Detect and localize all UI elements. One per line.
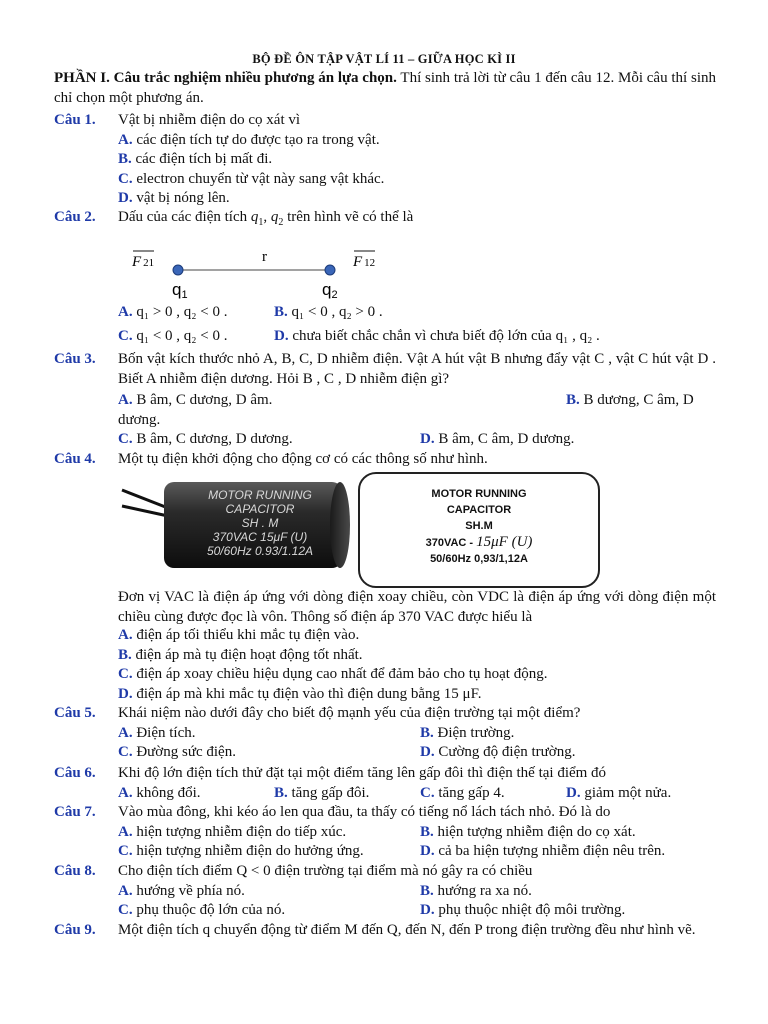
option-a[interactable]: A. Điện tích. [118, 724, 196, 741]
option-b[interactable]: B. q₁ < 0 , q₂ > 0 . [274, 304, 383, 320]
option-a[interactable]: A. điện áp tối thiểu khi mắc tụ điện vào. [118, 627, 360, 643]
option-b[interactable] [118, 150, 272, 170]
question-text: Một tụ điện khởi động cho động cơ có các thông số như hình. [118, 451, 488, 467]
part-heading: PHẦN I. Câu trắc nghiệm nhiều phương án lựa chọn. [54, 70, 397, 86]
question-number: Câu 6. [54, 765, 96, 781]
option-b[interactable]: B. hướng ra xa nó. [420, 882, 532, 899]
option-a[interactable]: A. q₁ > 0 , q₂ < 0 . [118, 304, 228, 320]
option-b[interactable]: B. điện áp mà tụ điện hoạt động tốt nhất. [118, 646, 363, 663]
force-f21-label: F 21 [132, 254, 155, 270]
question-text: Vào mùa đông, khi kéo áo len qua đầu, ta thấy có tiếng nổ lách tách nhỏ. Đó là do [118, 804, 611, 820]
option-c[interactable]: C. tăng gấp 4. [420, 784, 505, 801]
question-text: Cho điện tích điểm Q < 0 điện trường tại điểm mà nó gây ra có chiều [118, 863, 533, 879]
option-text: vật bị nóng lên. [132, 190, 230, 207]
question-number: Câu 9. [54, 922, 96, 938]
question-number: Câu 3. [54, 351, 96, 367]
charge-q2-dot [325, 265, 335, 275]
question-paragraph: Đơn vị VAC là điện áp ứng với dòng điện xoay chiều, còn VDC là điện áp ứng với dòng điện một chiều cùng được đọc là vôn. Thông số điện áp 370 VAC được hiểu là [118, 589, 716, 625]
question-number: Câu 8. [54, 863, 96, 879]
option-text: electron chuyển từ vật này sang vật khác. [132, 170, 385, 187]
option-a[interactable]: A. hướng về phía nó. [118, 882, 245, 899]
question-text: Bốn vật kích thước nhỏ A, B, C, D nhiễm điện. Vật A hút vật B nhưng đẩy vật C , vật C hút vật D . Biết A nhiễm điện dương. Hỏi B , C , D nhiễm điện gì? [118, 351, 716, 387]
question-number: Câu 5. [54, 705, 96, 721]
charges-diagram-svg [120, 240, 390, 302]
charges-diagram [120, 240, 390, 302]
option-d[interactable] [118, 189, 230, 209]
question-number: Câu 4. [54, 451, 96, 467]
option-a[interactable]: A. không đổi. [118, 784, 201, 801]
distance-r-label: r [262, 249, 267, 265]
capacitor-photo [120, 476, 352, 572]
spec-line-3: SH.M [465, 520, 493, 532]
spec-line-5: 50/60Hz 0,93/1,12A [430, 553, 528, 565]
option-c[interactable] [118, 170, 384, 190]
option-c[interactable]: C. B âm, C dương, D dương. [118, 431, 293, 448]
question-text: Vật bị nhiễm điện do cọ xát vì [118, 112, 301, 128]
option-letter: C. [118, 170, 133, 187]
option-b[interactable]: B. Điện trường. [420, 724, 515, 741]
option-c[interactable]: C. Đường sức điện. [118, 744, 236, 761]
part-instructions: Thí sinh trả lời từ câu 1 đến câu 12. Mỗi câu thí sinh chỉ chọn một phương án. [54, 70, 716, 106]
spec-line-2: CAPACITOR [446, 504, 512, 516]
option-c[interactable]: C. điện áp xoay chiều hiệu dụng cao nhất để đảm bảo cho tụ hoạt động. [118, 666, 548, 683]
option-d[interactable]: D. điện áp mà khi mắc tụ điện vào thì điện dung bằng 15 μF. [118, 685, 482, 702]
capacitor-spec-box [358, 472, 600, 588]
option-c[interactable]: C. hiện tượng nhiễm điện do hưởng ứng. [118, 843, 364, 860]
question-text: Khi độ lớn điện tích thử đặt tại một điểm tăng lên gấp đôi thì điện thế tại điểm đó [118, 765, 607, 781]
option-b[interactable]: B. tăng gấp đôi. [274, 784, 370, 801]
question-text: Một điện tích q chuyển động từ điểm M đến Q, đến N, đến P trong điện trường đều như hình vẽ. [118, 922, 696, 938]
option-letter: B. [118, 151, 132, 168]
option-text: các điện tích tự do được tạo ra trong vật. [132, 131, 380, 148]
option-d[interactable]: D. cả ba hiện tượng nhiễm điện nêu trên. [420, 843, 666, 860]
force-f12-label: F 12 [353, 254, 376, 270]
option-d[interactable]: D. phụ thuộc nhiệt độ môi trường. [420, 902, 626, 919]
option-b[interactable]: B. hiện tượng nhiễm điện do cọ xát. [420, 823, 636, 840]
spec-line-1: MOTOR RUNNING [431, 488, 527, 500]
charge-q1-dot [173, 265, 183, 275]
question-number: Câu 7. [54, 804, 96, 820]
option-d[interactable]: D. chưa biết chắc chắn vì chưa biết độ lớn của q₁ , q₂ . [274, 328, 600, 344]
option-d[interactable]: D. giảm một nửa. [566, 784, 672, 801]
document-title: BỘ ĐỀ ÔN TẬP VẬT LÍ 11 – GIỮA HỌC KÌ II [252, 52, 516, 66]
charge-q2-label: q2 [322, 280, 338, 301]
option-a[interactable]: A. B âm, C dương, D âm. [118, 392, 273, 408]
question-number: Câu 1. [54, 112, 96, 128]
question-text: Dấu của các điện tích $q_1$, $q_2$ trên hình vẽ có thể là [118, 209, 414, 228]
option-b[interactable]: B. B dương, C âm, D [566, 392, 694, 408]
option-a[interactable] [118, 131, 380, 151]
spec-line-4: 370VAC - 15μF (U) [425, 534, 533, 550]
option-text: các điện tích bị mất đi. [131, 151, 273, 168]
option-c[interactable]: C. q₁ < 0 , q₂ < 0 . [118, 328, 228, 344]
part-intro [54, 69, 716, 108]
option-letter: D. [118, 190, 133, 207]
option-letter: A. [118, 131, 133, 148]
capacitor-print: MOTOR RUNNING CAPACITOR SH . M 370VAC 15μF (U) 50/60Hz 0.93/1.12A [206, 488, 314, 558]
option-c[interactable]: C. phụ thuộc độ lớn của nó. [118, 902, 286, 919]
charge-q1-label: q1 [172, 280, 188, 301]
question-number: Câu 2. [54, 209, 96, 225]
question-text: Khái niệm nào dưới đây cho biết độ mạnh yếu của điện trường tại một điểm? [118, 705, 581, 721]
option-a[interactable]: A. hiện tượng nhiễm điện do tiếp xúc. [118, 823, 347, 840]
option-d[interactable]: D. Cường độ điện trường. [420, 744, 576, 761]
option-b-continued: dương. [118, 411, 161, 428]
option-d[interactable]: D. B âm, C âm, D dương. [420, 431, 575, 448]
